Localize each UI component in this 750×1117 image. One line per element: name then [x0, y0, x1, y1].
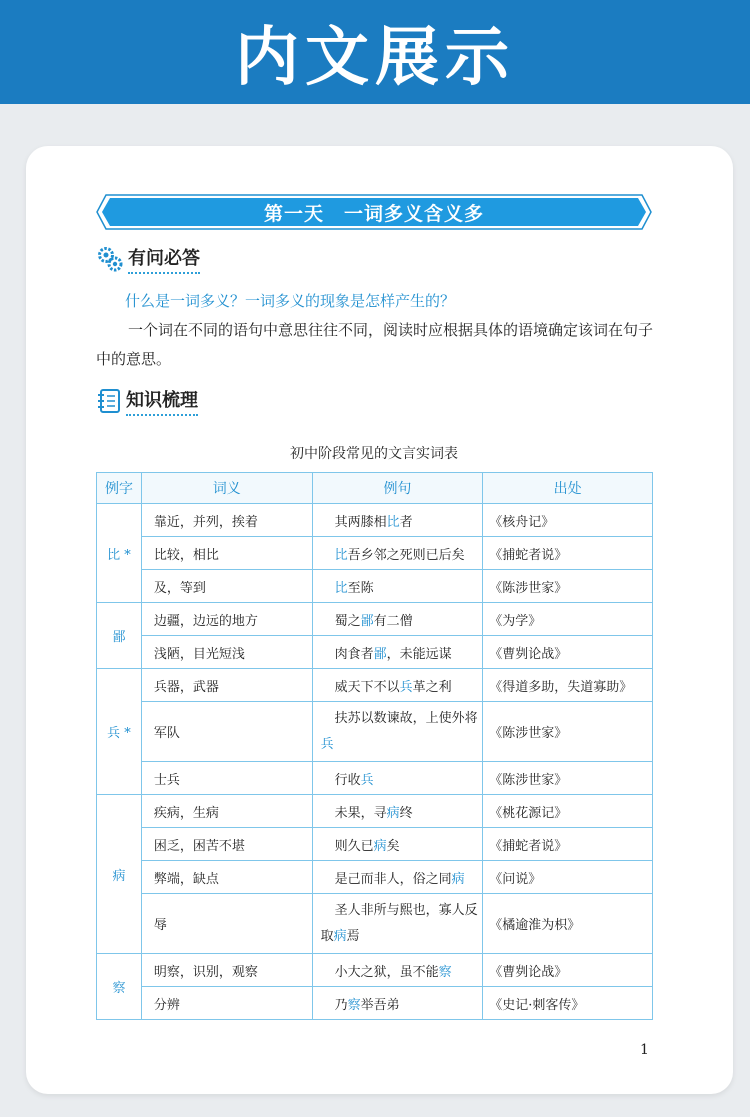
example-text: 扶苏以数谏故，上使外将 — [334, 710, 478, 726]
example-sentence — [312, 504, 483, 537]
top-banner — [0, 0, 750, 104]
example-sentence — [312, 702, 483, 762]
table-row — [97, 603, 653, 636]
word-meaning: 疾病，生病 — [141, 795, 312, 828]
source-title: 《橘逾淮为枳》 — [483, 894, 653, 954]
word-meaning: 士兵 — [141, 762, 312, 795]
word-meaning: 军队 — [141, 702, 312, 762]
table-row — [97, 636, 653, 669]
word-meaning: 分辨 — [141, 987, 312, 1020]
source-title: 《核舟记》 — [483, 504, 653, 537]
page-number: 1 — [640, 1042, 649, 1058]
example-word: 比 * — [97, 504, 142, 603]
highlighted-word: 兵 — [360, 772, 374, 788]
example-text: 其两膝相 — [334, 514, 387, 530]
word-meaning: 及，等到 — [141, 570, 312, 603]
word-meaning: 边疆，边远的地方 — [141, 603, 312, 636]
example-sentence — [312, 570, 483, 603]
header-source: 出处 — [483, 473, 653, 504]
example-word: 病 — [97, 795, 142, 954]
example-sentence — [312, 795, 483, 828]
example-text: 是己而非人，俗之同 — [334, 871, 452, 887]
header-meaning: 词义 — [141, 473, 312, 504]
highlighted-word: 比 — [334, 547, 348, 563]
table-row — [97, 828, 653, 861]
highlighted-word: 病 — [386, 805, 400, 821]
example-sentence — [312, 537, 483, 570]
example-word: 察 — [97, 954, 142, 1020]
word-meaning: 浅陋，目光短浅 — [141, 636, 312, 669]
table-row — [97, 669, 653, 702]
example-text: 吾乡邻之死则已后矣 — [347, 547, 465, 563]
example-text: 蜀之 — [334, 613, 361, 629]
source-title: 《陈涉世家》 — [483, 762, 653, 795]
source-title: 《陈涉世家》 — [483, 702, 653, 762]
question-text: 什么是一词多义？一词多义的现象是怎样产生的？ — [125, 292, 456, 310]
header-word: 例字 — [97, 473, 142, 504]
example-text: 圣人非所与熙也，寡人反取 — [320, 902, 478, 944]
example-text: 则久已 — [334, 838, 374, 854]
example-sentence — [312, 861, 483, 894]
example-text: 革之利 — [412, 679, 452, 695]
example-sentence — [312, 669, 483, 702]
table-header-row — [97, 473, 653, 504]
table-row — [97, 702, 653, 762]
word-meaning: 弊端，缺点 — [141, 861, 312, 894]
example-text: 至陈 — [347, 580, 374, 596]
source-title: 《曹刿论战》 — [483, 954, 653, 987]
table-row — [97, 954, 653, 987]
highlighted-word: 病 — [333, 928, 347, 944]
notebook-icon — [96, 387, 122, 415]
table-row — [97, 537, 653, 570]
day-banner-title: 第一天 一词多义含义多 — [263, 202, 484, 225]
example-text: 肉食者 — [334, 646, 374, 662]
word-meaning: 兵器，武器 — [141, 669, 312, 702]
word-meaning: 困乏，困苦不堪 — [141, 828, 312, 861]
highlighted-word: 兵 — [320, 736, 334, 752]
example-text: 行收 — [334, 772, 361, 788]
example-sentence — [312, 762, 483, 795]
table-row — [97, 894, 653, 954]
highlighted-word: 察 — [347, 997, 361, 1013]
example-text: 终 — [399, 805, 413, 821]
header-example: 例句 — [312, 473, 483, 504]
banner-title: 内文展示 — [235, 21, 515, 95]
qa-section-title: 有问必答 — [128, 244, 200, 274]
table-caption: 初中阶段常见的文言实词表 — [290, 446, 458, 462]
word-meaning: 明察，识别，观察 — [141, 954, 312, 987]
example-text: 举吾弟 — [360, 997, 400, 1013]
source-title: 《陈涉世家》 — [483, 570, 653, 603]
example-sentence — [312, 828, 483, 861]
example-text: 乃 — [334, 997, 348, 1013]
example-text: 有二僧 — [373, 613, 413, 629]
highlighted-word: 兵 — [399, 679, 413, 695]
example-text: 未果，寻 — [334, 805, 387, 821]
source-title: 《捕蛇者说》 — [483, 537, 653, 570]
source-title: 《问说》 — [483, 861, 653, 894]
source-title: 《史记·刺客传》 — [483, 987, 653, 1020]
highlighted-word: 比 — [334, 580, 348, 596]
example-text: 小大之狱，虽不能 — [334, 964, 439, 980]
example-sentence — [312, 894, 483, 954]
highlighted-word: 鄙 — [373, 646, 387, 662]
table-row — [97, 570, 653, 603]
qa-section-head — [96, 244, 200, 274]
table-row — [97, 861, 653, 894]
table-row — [97, 762, 653, 795]
example-text: 焉 — [346, 928, 360, 944]
word-meaning: 靠近，并列，挨着 — [141, 504, 312, 537]
word-meaning: 辱 — [141, 894, 312, 954]
example-word: 鄙 — [97, 603, 142, 669]
answer-text: 一个词在不同的语句中意思往往不同，阅读时应根据具体的语境确定该词在句子中的意思。 — [96, 321, 654, 368]
example-sentence — [312, 954, 483, 987]
example-text: 者 — [399, 514, 413, 530]
example-text: 矣 — [386, 838, 400, 854]
source-title: 《桃花源记》 — [483, 795, 653, 828]
table-row — [97, 987, 653, 1020]
gears-icon — [96, 245, 124, 273]
example-word: 兵 * — [97, 669, 142, 795]
highlighted-word: 察 — [438, 964, 452, 980]
source-title: 《曹刿论战》 — [483, 636, 653, 669]
table-row — [97, 504, 653, 537]
table-body — [97, 504, 653, 1020]
highlighted-word: 鄙 — [360, 613, 374, 629]
highlighted-word: 病 — [451, 871, 465, 887]
example-sentence — [312, 603, 483, 636]
word-table — [96, 472, 653, 1020]
example-text: ，未能远谋 — [386, 646, 452, 662]
knowledge-section-head — [96, 386, 198, 416]
day-banner — [96, 194, 652, 230]
knowledge-section-title: 知识梳理 — [126, 386, 198, 416]
word-meaning: 比较，相比 — [141, 537, 312, 570]
example-sentence — [312, 636, 483, 669]
source-title: 《得道多助，失道寡助》 — [483, 669, 653, 702]
example-sentence — [312, 987, 483, 1020]
table-row — [97, 795, 653, 828]
example-text: 威天下不以 — [334, 679, 400, 695]
source-title: 《捕蛇者说》 — [483, 828, 653, 861]
source-title: 《为学》 — [483, 603, 653, 636]
highlighted-word: 病 — [373, 838, 387, 854]
highlighted-word: 比 — [386, 514, 400, 530]
